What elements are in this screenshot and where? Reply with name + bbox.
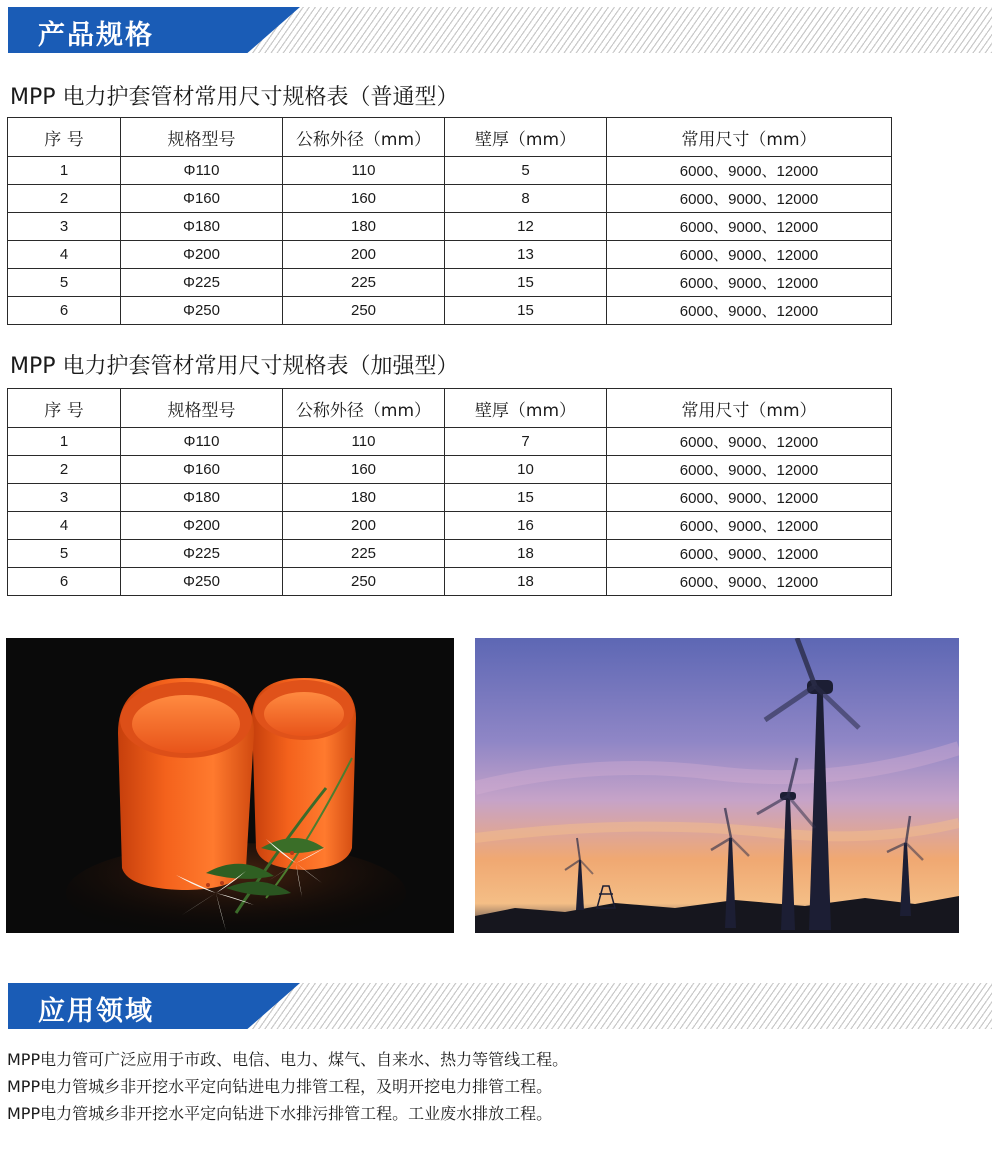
table-row (8, 157, 892, 185)
header-cell: 规格型号 (121, 118, 283, 157)
table-row (8, 213, 892, 241)
table-cell: 15 (445, 297, 607, 325)
table-row (8, 428, 892, 456)
table-cell: 110 (283, 428, 445, 456)
table-cell: 6000、9000、12000 (607, 428, 892, 456)
table-row (8, 297, 892, 325)
table-cell: 18 (445, 568, 607, 596)
table-cell: Φ200 (121, 241, 283, 269)
table-cell: 6000、9000、12000 (607, 512, 892, 540)
table-cell: 6000、9000、12000 (607, 568, 892, 596)
table-cell: Φ180 (121, 484, 283, 512)
table-cell: 6 (8, 297, 121, 325)
wind-turbines-photo (475, 638, 959, 933)
table-title-normal: MPP 电力护套管材常用尺寸规格表（普通型） (10, 85, 459, 110)
table-cell: 10 (445, 456, 607, 484)
table-cell: Φ110 (121, 428, 283, 456)
table-cell: 225 (283, 269, 445, 297)
table-cell: 225 (283, 540, 445, 568)
table-cell: 15 (445, 484, 607, 512)
table-cell: 1 (8, 428, 121, 456)
table-cell: Φ110 (121, 157, 283, 185)
section-title-application: 应用领域 (38, 996, 154, 1027)
table-row (8, 241, 892, 269)
table-cell: 12 (445, 213, 607, 241)
application-list (7, 1046, 568, 1127)
table-cell: 180 (283, 484, 445, 512)
table-title-reinforced: MPP 电力护套管材常用尺寸规格表（加强型） (10, 354, 459, 379)
header-cell: 壁厚（mm） (445, 118, 607, 157)
header-cell: 常用尺寸（mm） (607, 118, 892, 157)
table-cell: 110 (283, 157, 445, 185)
table-cell: 6000、9000、12000 (607, 297, 892, 325)
table-cell: 6000、9000、12000 (607, 484, 892, 512)
table-row (8, 568, 892, 596)
header-cell: 规格型号 (121, 389, 283, 428)
table-cell: 1 (8, 157, 121, 185)
table-cell: 4 (8, 241, 121, 269)
table-cell: 2 (8, 456, 121, 484)
table-header-row (8, 118, 892, 157)
table-cell: 6000、9000、12000 (607, 456, 892, 484)
table-row (8, 540, 892, 568)
application-item: MPP电力管城乡非开挖水平定向钻进电力排管工程，及明开挖电力排管工程。 (7, 1077, 553, 1096)
header-cell: 公称外径（mm） (283, 118, 445, 157)
table-cell: Φ225 (121, 269, 283, 297)
section-banner-application (8, 983, 992, 1029)
table-row (8, 484, 892, 512)
table-cell: Φ250 (121, 297, 283, 325)
table-header-row (8, 389, 892, 428)
table-cell: 3 (8, 213, 121, 241)
table-cell: 250 (283, 297, 445, 325)
table-cell: 180 (283, 213, 445, 241)
table-cell: 6000、9000、12000 (607, 540, 892, 568)
application-item: MPP电力管城乡非开挖水平定向钻进下水排污排管工程。工业废水排放工程。 (7, 1104, 553, 1123)
table-cell: 6 (8, 568, 121, 596)
pipes-illustration (6, 638, 454, 933)
spec-table-normal (7, 117, 892, 325)
header-cell: 常用尺寸（mm） (607, 389, 892, 428)
table-cell: 2 (8, 185, 121, 213)
table-cell: 13 (445, 241, 607, 269)
table-row (8, 269, 892, 297)
pipes-photo (6, 638, 454, 933)
table-cell: 200 (283, 241, 445, 269)
table-cell: Φ250 (121, 568, 283, 596)
header-cell: 序 号 (8, 389, 121, 428)
table-cell: 16 (445, 512, 607, 540)
table-cell: 160 (283, 185, 445, 213)
table-cell: 15 (445, 269, 607, 297)
table-cell: 6000、9000、12000 (607, 157, 892, 185)
table-cell: 6000、9000、12000 (607, 269, 892, 297)
table-cell: Φ225 (121, 540, 283, 568)
table-row (8, 512, 892, 540)
table-row (8, 185, 892, 213)
header-cell: 序 号 (8, 118, 121, 157)
table-cell: 18 (445, 540, 607, 568)
table-cell: Φ180 (121, 213, 283, 241)
table-cell: 6000、9000、12000 (607, 213, 892, 241)
table-cell: 6000、9000、12000 (607, 241, 892, 269)
table-cell: 7 (445, 428, 607, 456)
table-cell: 6000、9000、12000 (607, 185, 892, 213)
table-cell: Φ160 (121, 185, 283, 213)
section-title-spec: 产品规格 (38, 20, 154, 51)
table-cell: 160 (283, 456, 445, 484)
header-cell: 壁厚（mm） (445, 389, 607, 428)
header-cell: 公称外径（mm） (283, 389, 445, 428)
table-cell: 8 (445, 185, 607, 213)
table-cell: 4 (8, 512, 121, 540)
table-cell: 3 (8, 484, 121, 512)
spec-table-reinforced (7, 388, 892, 596)
table-cell: Φ200 (121, 512, 283, 540)
table-row (8, 456, 892, 484)
section-banner-spec (8, 7, 992, 53)
table-cell: 5 (445, 157, 607, 185)
table-cell: 250 (283, 568, 445, 596)
application-item: MPP电力管可广泛应用于市政、电信、电力、煤气、自来水、热力等管线工程。 (7, 1050, 569, 1069)
table-cell: 5 (8, 269, 121, 297)
table-cell: Φ160 (121, 456, 283, 484)
turbines-illustration (475, 638, 959, 933)
table-cell: 5 (8, 540, 121, 568)
table-cell: 200 (283, 512, 445, 540)
